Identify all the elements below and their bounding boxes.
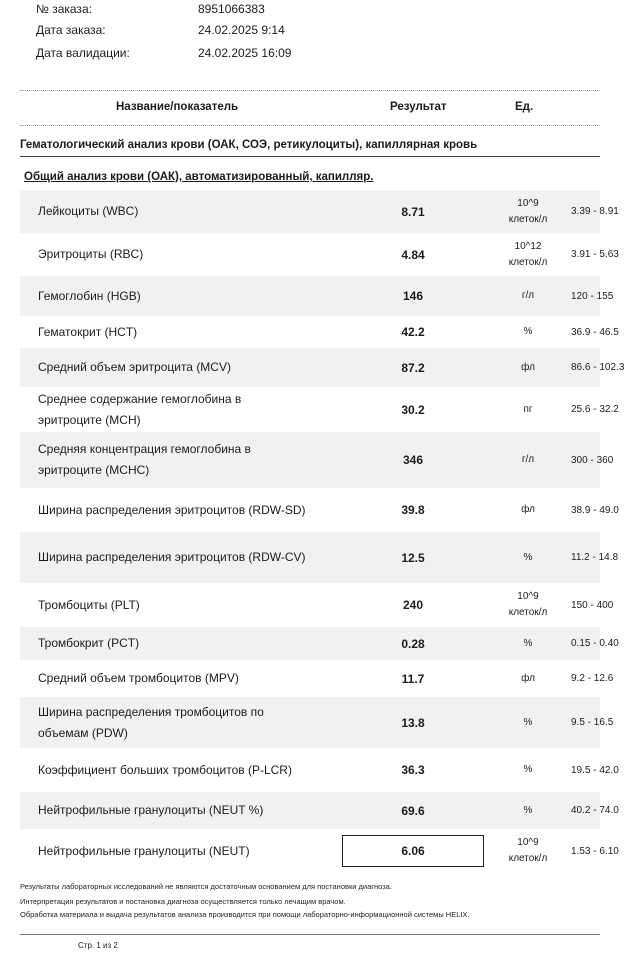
column-header-name: Название/показатель (116, 101, 239, 113)
row-unit: % (523, 551, 533, 563)
page-number: Стр. 1 из 2 (78, 941, 118, 950)
footer-disclaimer-2: Интерпретация результатов и постановка диагноза осуществляется только лечащим врачом. (20, 897, 346, 906)
row-unit: % (523, 804, 533, 816)
row-unit: г/л (521, 290, 535, 301)
row-unit: % (523, 716, 533, 728)
order-date-label: Дата заказа: (36, 23, 106, 37)
header-divider-bottom (20, 125, 600, 126)
row-reference-range: 120 - 155 (571, 290, 614, 302)
row-name: Ширина распределения эритроцитов (RDW-CV) (38, 550, 306, 564)
row-reference-range: 38.9 - 49.0 (571, 504, 619, 516)
header-divider-top (20, 90, 600, 91)
table-row (20, 387, 619, 432)
table-row (20, 348, 624, 387)
row-reference-range: 19.5 - 42.0 (571, 764, 619, 776)
table-row (20, 697, 614, 748)
section-title: Гематологический анализ крови (ОАК, СОЭ, ретикулоциты), капиллярная кровь (20, 139, 478, 151)
table-row (20, 660, 614, 697)
row-result: 36.3 (401, 763, 425, 777)
row-reference-range: 1.53 - 6.10 (571, 845, 619, 857)
row-reference-range: 9.5 - 16.5 (571, 717, 614, 728)
table-row (20, 432, 614, 488)
row-name: Средний объем тромбоцитов (MPV) (38, 671, 239, 685)
row-result: 346 (402, 453, 424, 467)
table-row (20, 532, 619, 583)
row-reference-range: 86.6 - 102.3 (571, 362, 624, 373)
row-reference-range: 11.2 - 14.8 (571, 552, 619, 563)
row-result: 12.5 (401, 550, 425, 565)
row-unit: % (523, 764, 533, 775)
row-unit: фл (521, 672, 535, 684)
row-name: Лейкоциты (WBC) (38, 204, 139, 218)
row-reference-range: 25.6 - 32.2 (571, 404, 619, 415)
row-result: 146 (402, 289, 424, 303)
footer-disclaimer-1: Результаты лабораторных исследований не являются достаточным основанием для постановки диагноза. (20, 882, 392, 891)
table-row (20, 488, 619, 532)
row-reference-range: 40.2 - 74.0 (571, 805, 619, 816)
row-name: Ширина распределения тромбоцитов по объемам (PDW) (38, 704, 264, 740)
section-divider (20, 156, 600, 157)
row-result: 42.2 (401, 325, 425, 339)
row-name: Нейтрофильные гранулоциты (NEUT %) (38, 803, 264, 817)
row-name: Среднее содержание гемоглобина в эритроците (MCH) (38, 391, 242, 427)
row-result: 240 (402, 598, 424, 612)
row-result: 8.71 (401, 204, 425, 219)
row-name: Гемоглобин (HGB) (38, 288, 141, 303)
row-name: Средняя концентрация гемоглобина в эритроците (MCHC) (38, 442, 251, 477)
validation-date-value: 24.02.2025 16:09 (198, 46, 292, 60)
row-name: Ширина распределения эритроцитов (RDW-SD) (38, 502, 306, 517)
row-reference-range: 150 - 400 (571, 599, 614, 611)
row-name: Тромбоциты (PLT) (38, 597, 140, 612)
table-row (20, 792, 619, 829)
row-name: Средний объем эритроцита (MCV) (38, 360, 231, 374)
row-result: 69.6 (401, 803, 425, 818)
row-unit: пг (523, 403, 533, 415)
row-result: 0.28 (401, 636, 425, 651)
row-name: Нейтрофильные гранулоциты (NEUT) (38, 843, 250, 858)
row-result: 11.7 (401, 671, 425, 686)
row-name: Тромбокрит (PCT) (38, 636, 140, 650)
order-number-label: № заказа: (36, 2, 92, 16)
row-result: 39.8 (401, 503, 425, 517)
row-reference-range: 300 - 360 (571, 454, 614, 466)
column-header-result: Результат (390, 101, 447, 113)
row-name: Гематокрит (HCT) (38, 324, 138, 339)
row-unit: % (523, 326, 533, 337)
row-unit: 10^12 клеток/л (508, 240, 548, 268)
row-reference-range: 0.15 - 0.40 (571, 638, 619, 649)
row-unit: 10^9 клеток/л (508, 591, 548, 618)
row-result: 6.06 (340, 829, 486, 873)
row-unit: 10^9 клеток/л (508, 197, 548, 225)
table-row (20, 627, 619, 660)
footer-divider (20, 934, 600, 935)
row-name: Эритроциты (RBC) (38, 247, 144, 261)
order-date-value: 24.02.2025 9:14 (198, 23, 285, 37)
row-name: Коэффициент больших тромбоцитов (P-LCR) (38, 762, 292, 777)
table-row (20, 583, 614, 627)
row-result: 87.2 (401, 360, 425, 375)
order-number-value: 8951066383 (198, 2, 265, 16)
row-unit: фл (521, 504, 535, 515)
row-unit: % (523, 637, 533, 649)
table-row (20, 276, 614, 316)
row-unit: г/л (521, 454, 535, 465)
table-row (20, 748, 619, 792)
subsection-title: Общий анализ крови (ОАК), автоматизированный, капилляр. (24, 171, 374, 183)
footer-disclaimer-3: Обработка материала и выдача результатов анализа производится при помощи лабораторно-информационной системы HELIX. (20, 910, 470, 919)
row-result: 4.84 (401, 247, 425, 262)
row-reference-range: 3.91 - 5.63 (571, 249, 619, 260)
table-row (20, 829, 619, 873)
row-reference-range: 3.39 - 8.91 (571, 206, 619, 217)
row-reference-range: 9.2 - 12.6 (571, 673, 614, 684)
validation-date-label: Дата валидации: (36, 46, 130, 60)
row-reference-range: 36.9 - 46.5 (571, 326, 619, 338)
row-unit: 10^9 клеток/л (508, 837, 548, 864)
table-row (20, 233, 619, 276)
row-result: 30.2 (401, 402, 425, 417)
column-header-unit: Ед. (515, 101, 534, 113)
table-row (20, 190, 619, 233)
row-unit: фл (521, 361, 535, 373)
row-result: 13.8 (401, 715, 425, 730)
table-row (20, 316, 619, 348)
